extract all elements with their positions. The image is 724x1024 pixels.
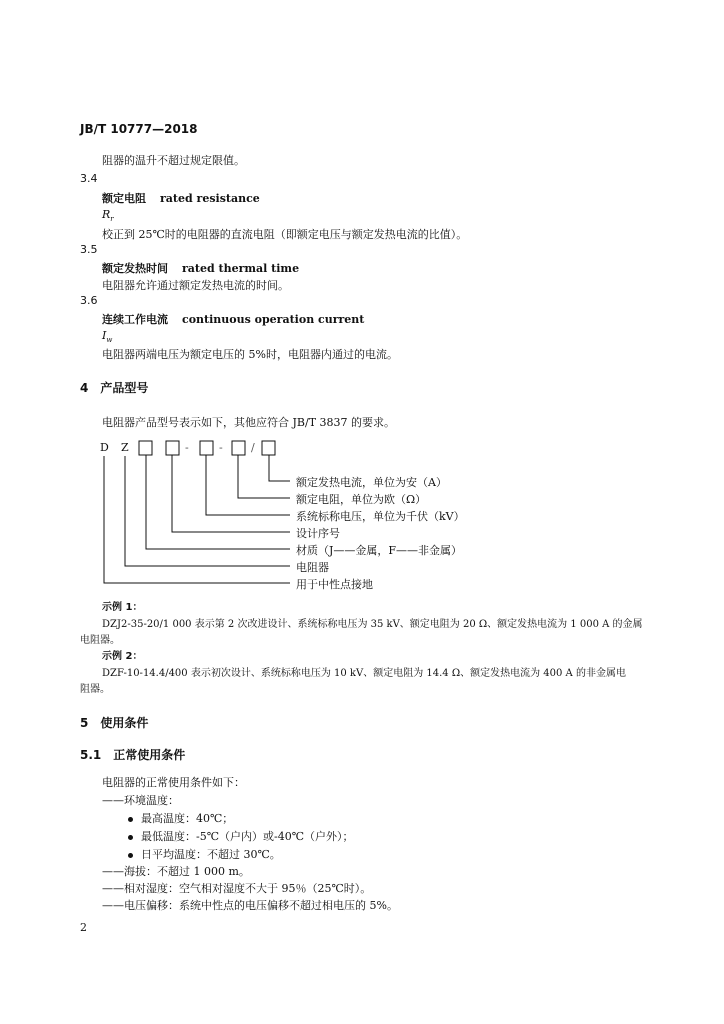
example-2-text-cont: 阻器。 [80, 684, 110, 695]
section-heading-4: 4 产品型号 [80, 381, 149, 395]
bullet-item: 日平均温度：不超过 30℃。 [128, 846, 281, 862]
example-1-text: DZJ2-35-20/1 000 表示第 2 次改进设计、系统标称电压为 35 kV、额定电阻为 20 Ω、额定发热电流为 1 000 A 的金属 [102, 619, 643, 630]
bullet-item: 最高温度：40℃； [128, 810, 233, 826]
leader-voltage [206, 455, 290, 515]
term-symbol: $R_r$ [102, 208, 114, 224]
code-separator: - [219, 441, 223, 454]
section-4-intro: 电阻器产品型号表示如下，其他应符合 JB/T 3837 的要求。 [102, 416, 396, 429]
term-en-name: rated thermal time [182, 262, 300, 275]
condition-voltage-shift: ——电压偏移：系统中性点的电压偏移不超过相电压的 5%。 [102, 899, 398, 912]
code-letter-d: D [100, 441, 109, 454]
clause-number-3-4: 3.4 [80, 172, 98, 185]
design-serial-box [166, 441, 179, 455]
continued-paragraph: 阻器的温升不超过规定限值。 [102, 154, 245, 167]
document-number: JB/T 10777—2018 [80, 122, 198, 136]
bullet-icon [128, 817, 133, 822]
section-heading-5: 5 使用条件 [80, 716, 149, 730]
term-cn-name: 额定电阻 [102, 192, 146, 205]
bullet-item: 最低温度：-5℃（户内）或-40℃（户外）； [128, 828, 354, 844]
code-label-material: 材质（J——金属，F——非金属） [296, 544, 463, 557]
example-2-title: 示例 2： [102, 651, 143, 662]
conditions-intro: 电阻器的正常使用条件如下： [102, 776, 245, 789]
term-en-name: rated resistance [160, 192, 260, 205]
code-label-voltage: 系统标称电压，单位为千伏（kV） [296, 510, 465, 523]
condition-altitude: ——海拔：不超过 1 000 m。 [102, 865, 250, 878]
example-1-text-cont: 电阻器。 [80, 635, 120, 646]
bullet-icon [128, 835, 133, 840]
term-definition: 校正到 25℃时的电阻器的直流电阻（即额定电压与额定发热电流的比值）。 [102, 228, 468, 241]
term-cn-name: 连续工作电流 [102, 313, 168, 326]
term-cn-name: 额定发热时间 [102, 262, 168, 275]
leader-neutral [104, 456, 290, 583]
bullet-icon [128, 853, 133, 858]
current-box [262, 441, 275, 455]
code-label-resistance: 额定电阻，单位为欧（Ω） [296, 493, 427, 506]
code-label-current: 额定发热电流，单位为安（A） [296, 476, 447, 489]
leader-design-serial [172, 455, 290, 532]
code-label-design-serial: 设计序号 [296, 527, 340, 540]
material-box [139, 441, 152, 455]
leader-current [269, 455, 290, 481]
voltage-box [200, 441, 213, 455]
code-separator: / [251, 441, 255, 454]
clause-number-3-6: 3.6 [80, 294, 98, 307]
code-letter-z: Z [121, 441, 129, 454]
resistance-box [232, 441, 245, 455]
code-label-resistor: 电阻器 [296, 561, 329, 574]
term-definition: 电阻器允许通过额定发热电流的时间。 [102, 279, 289, 292]
leader-resistance [238, 455, 290, 498]
code-label-neutral: 用于中性点接地 [296, 578, 373, 591]
condition-ambient-temperature: ——环境温度： [102, 794, 179, 807]
page-number: 2 [80, 921, 87, 934]
example-1-title: 示例 1： [102, 602, 143, 613]
term-definition: 电阻器两端电压为额定电压的 5%时，电阻器内通过的电流。 [102, 348, 398, 361]
code-separator: - [185, 441, 189, 454]
example-2-text: DZF-10-14.4/400 表示初次设计、系统标称电压为 10 kV、额定电阻为 14.4 Ω、额定发热电流为 400 A 的非金属电 [102, 668, 626, 679]
clause-number-3-5: 3.5 [80, 243, 98, 256]
term-en-name: continuous operation current [182, 313, 365, 326]
subsection-heading-5-1: 5.1 正常使用条件 [80, 748, 186, 762]
term-symbol: $I_w$ [102, 329, 113, 345]
condition-humidity: ——相对湿度：空气相对湿度不大于 95％（25℃时）。 [102, 882, 372, 895]
leader-material [146, 455, 290, 549]
